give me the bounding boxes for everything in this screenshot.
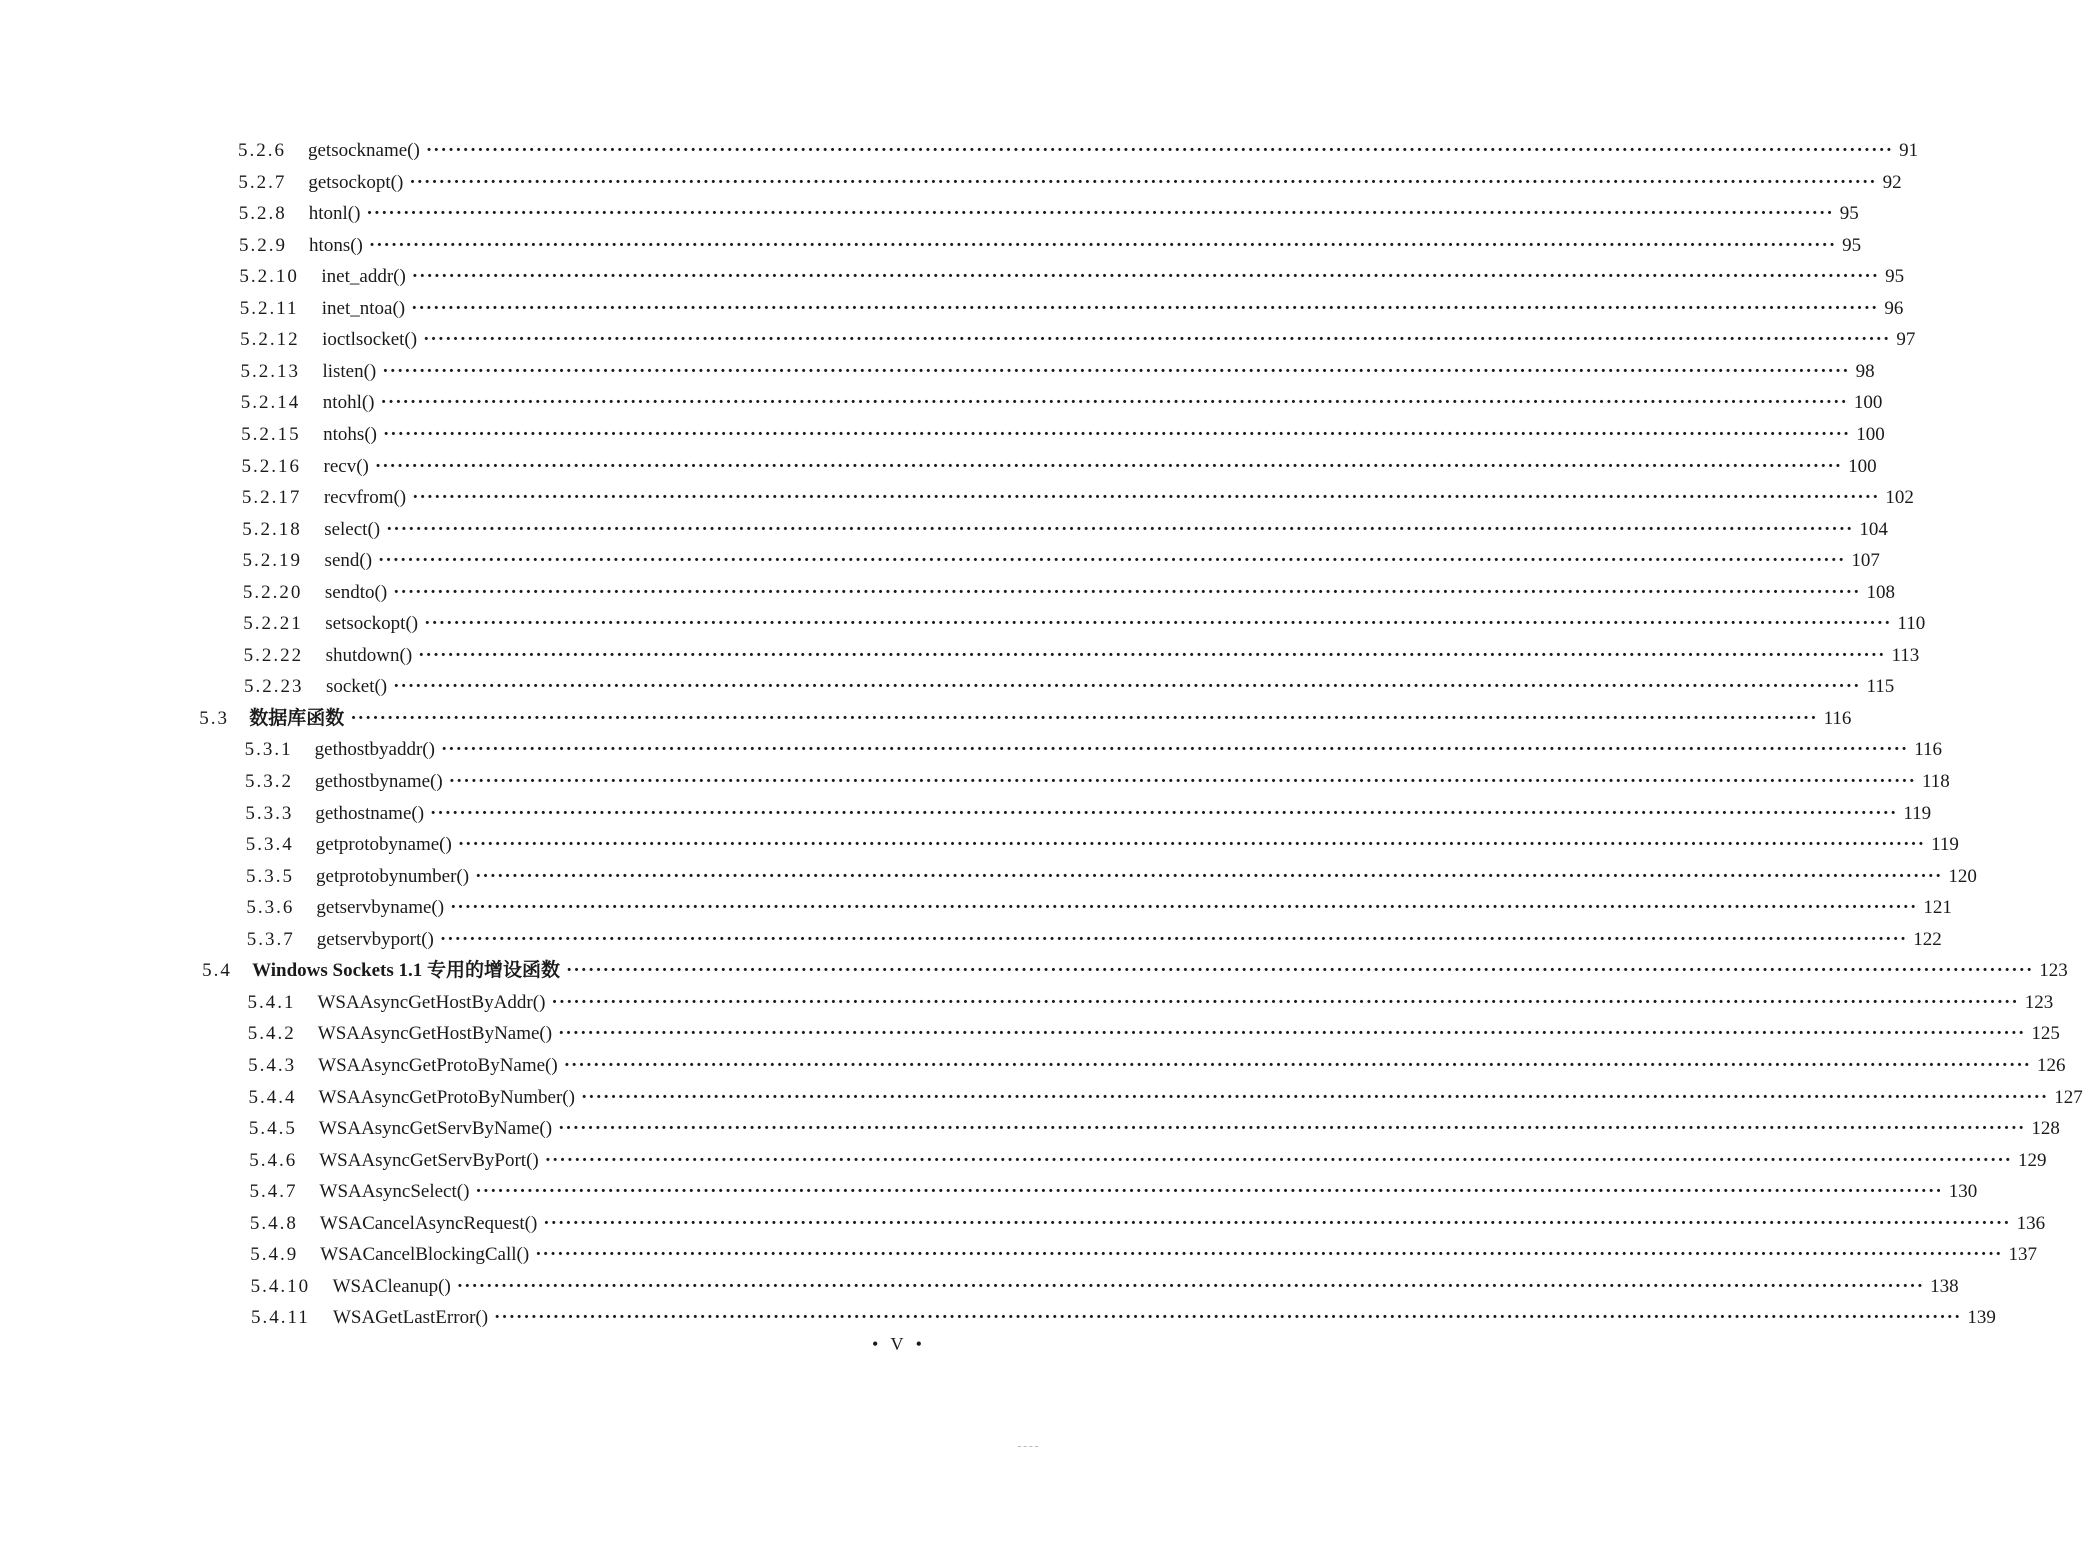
toc-entry — [238, 138, 1919, 164]
toc-entry — [238, 201, 1859, 227]
toc-page-number: 129 — [2018, 1149, 2047, 1171]
toc-entry — [243, 643, 1920, 669]
toc-number: 5.4.5 — [248, 1118, 297, 1140]
toc-number: 5.2.10 — [239, 266, 299, 288]
toc-number: 5.2.14 — [240, 392, 301, 414]
toc-title: recvfrom() — [323, 487, 407, 509]
toc-dot-leader: ········································································································································································································ — [543, 1212, 2011, 1234]
toc-page-number: 104 — [1859, 518, 1888, 540]
toc-page-number: 116 — [1823, 707, 1852, 729]
toc-page-number: 115 — [1866, 676, 1895, 698]
toc-number: 5.4.7 — [249, 1181, 298, 1203]
toc-number: 5.2.22 — [243, 644, 304, 666]
toc-dot-leader: ········································································································································································································ — [393, 676, 1861, 698]
toc-number: 5.3.4 — [245, 834, 294, 856]
toc-title: ioctlsocket() — [322, 329, 418, 351]
toc-number: 5.4.6 — [249, 1149, 298, 1171]
toc-dot-leader: ········································································································································································································ — [440, 739, 1909, 761]
toc-entry — [249, 1148, 2047, 1174]
toc-page-number: 138 — [1930, 1275, 1959, 1297]
toc-title: ntohs() — [323, 423, 377, 445]
toc-page-number: 122 — [1913, 928, 1942, 950]
toc-title: WSACancelAsyncRequest() — [319, 1212, 538, 1234]
toc-page-number: 96 — [1884, 297, 1904, 319]
toc-page-number: 125 — [2031, 1023, 2060, 1045]
toc-number: 5.3 — [199, 707, 230, 729]
toc-number: 5.2.19 — [242, 550, 303, 572]
toc-entry — [240, 359, 1875, 385]
toc-title: send() — [324, 550, 373, 572]
toc-entry — [248, 1053, 2066, 1079]
toc-page-number: 92 — [1882, 171, 1902, 193]
toc-entry — [241, 422, 1885, 448]
toc-number: 5.3.6 — [246, 897, 295, 919]
toc-entry — [242, 580, 1895, 606]
toc-dot-leader: ········································································································································································································ — [450, 897, 1918, 919]
toc-title: ntohl() — [322, 392, 375, 414]
toc-title: sendto() — [324, 581, 388, 603]
toc-title: WSAAsyncGetHostByName() — [317, 1023, 553, 1045]
toc-page-number: 119 — [1903, 802, 1932, 824]
toc-title: WSACancelBlockingCall() — [320, 1244, 530, 1266]
toc-entry — [239, 264, 1905, 290]
toc-entry — [239, 233, 1862, 259]
toc-number: 5.4.8 — [249, 1212, 298, 1234]
toc-dot-leader: ········································································································································································································ — [558, 1118, 2026, 1140]
page-number: • V • — [872, 1334, 926, 1354]
toc-page-number: 100 — [1848, 455, 1877, 477]
toc-title: htonl() — [308, 203, 361, 225]
toc-title: inet_addr() — [321, 266, 406, 288]
toc-page-number: 95 — [1839, 203, 1859, 225]
toc-number: 5.4.2 — [247, 1023, 296, 1045]
toc-page-number: 107 — [1851, 550, 1880, 572]
toc-dot-leader: ········································································································································································································ — [382, 423, 1851, 445]
toc-page-number: 139 — [1967, 1307, 1996, 1329]
toc-title: WSAAsyncSelect() — [319, 1181, 470, 1203]
toc-number: 5.4.10 — [250, 1275, 311, 1297]
toc-entry — [240, 390, 1883, 416]
toc-dot-leader: ········································································································································································································ — [551, 991, 2019, 1013]
toc-title: setsockopt() — [325, 613, 419, 635]
toc-title: getsockopt() — [308, 171, 404, 193]
toc-entry — [239, 296, 1904, 322]
toc-dot-leader: ········································································································································································································ — [382, 360, 1850, 382]
toc-entry — [240, 327, 1916, 353]
toc-title: WSAAsyncGetHostByAddr() — [317, 991, 546, 1013]
toc-dot-leader: ········································································································································································································ — [475, 865, 1943, 887]
toc-page-number: 136 — [2016, 1212, 2046, 1234]
toc-title: listen() — [322, 360, 377, 382]
toc-number: 5.2.15 — [241, 423, 301, 445]
toc-page-number: 123 — [2039, 960, 2068, 982]
toc-entry — [242, 548, 1880, 574]
toc-dot-leader: ········································································································································································································ — [409, 171, 1877, 193]
toc-number: 5.2.11 — [239, 297, 299, 319]
toc-dot-leader: ········································································································································································································ — [439, 928, 1908, 950]
toc-page-number: 130 — [1948, 1181, 1978, 1203]
toc-entry — [248, 1116, 2060, 1142]
toc-dot-leader: ········································································································································································································ — [535, 1244, 2003, 1266]
toc-number: 5.4.11 — [250, 1307, 310, 1329]
toc-page-number: 120 — [1948, 865, 1977, 887]
toc-page-number: 91 — [1899, 140, 1919, 161]
toc-page-number: 126 — [2037, 1054, 2066, 1076]
toc-title: getprotobyname() — [315, 834, 452, 856]
toc-dot-leader: ········································································································································································································ — [430, 802, 1898, 824]
toc-entry — [242, 517, 1888, 543]
toc-entry — [246, 895, 1952, 921]
toc-title: getprotobynumber() — [316, 865, 470, 887]
toc-dot-leader: ········································································································································································································ — [386, 518, 1854, 540]
toc-dot-leader: ········································································································································································································ — [374, 455, 1843, 477]
toc-dot-leader: ········································································································································································································ — [412, 487, 1880, 509]
toc-dot-leader: ········································································································································································································ — [411, 266, 1880, 288]
toc-page-number: 118 — [1921, 771, 1950, 792]
toc-page-number: 100 — [1856, 423, 1885, 445]
toc-page-number: 98 — [1855, 360, 1875, 382]
toc-dot-leader: ········································································································································································································ — [494, 1307, 1962, 1329]
toc-page-number: 100 — [1853, 392, 1883, 414]
toc-page-number: 113 — [1891, 644, 1920, 666]
toc-number: 5.2.7 — [238, 171, 287, 193]
toc-number: 5.4.3 — [248, 1054, 297, 1076]
toc-entry — [243, 611, 1926, 637]
toc-page-number: 128 — [2031, 1118, 2060, 1140]
toc-entry — [238, 170, 1902, 196]
toc-title: getservbyport() — [316, 928, 434, 950]
toc-number: 5.3.1 — [244, 739, 293, 761]
toc-entry — [245, 801, 1932, 827]
toc-title: WSACleanup() — [332, 1275, 451, 1297]
toc-number: 5.2.17 — [241, 487, 302, 509]
toc-number: 5.3.3 — [245, 802, 294, 824]
toc-page-number: 95 — [1842, 234, 1862, 256]
toc-entry — [241, 485, 1914, 511]
toc-title: shutdown() — [325, 644, 413, 666]
toc-title: WSAAsyncGetProtoByName() — [318, 1054, 558, 1076]
toc-dot-leader: ········································································································································································································ — [366, 203, 1834, 225]
toc-title: WSAAsyncGetServByName() — [318, 1118, 553, 1140]
toc-page-number: 121 — [1923, 897, 1952, 919]
toc-title: getsockname() — [308, 140, 420, 161]
toc-number: 5.2.9 — [239, 234, 288, 256]
toc-number: 5.3.7 — [246, 928, 295, 950]
toc-dot-leader: ········································································································································································································ — [368, 234, 1837, 256]
toc-title: gethostbyaddr() — [314, 739, 435, 761]
toc-title: WSAGetLastError() — [332, 1307, 489, 1329]
toc-dot-leader: ········································································································································································································ — [475, 1181, 1943, 1203]
toc-page-number: 110 — [1897, 613, 1926, 635]
toc-page-number: 127 — [2054, 1086, 2083, 1108]
toc-number: 5.4.1 — [247, 991, 296, 1013]
toc-entry — [241, 454, 1877, 480]
toc-title: Windows Sockets 1.1 专用的增设函数 — [252, 960, 560, 982]
toc-page-number: 137 — [2008, 1244, 2038, 1266]
toc-section — [199, 706, 1852, 732]
toc-dot-leader: ········································································································································································································ — [563, 1054, 2032, 1076]
toc-number: 5.2.8 — [238, 203, 287, 225]
toc-number: 5.2.20 — [242, 581, 303, 603]
toc-dot-leader: ········································································································································································································ — [544, 1149, 2013, 1171]
scan-mark — [1018, 1446, 1038, 1448]
toc-dot-leader: ········································································································································································································ — [424, 613, 1892, 635]
toc-title: getservbyname() — [316, 897, 445, 919]
toc-number: 5.4.4 — [248, 1086, 297, 1108]
toc-title: gethostbyname() — [315, 771, 443, 792]
toc-dot-leader: ········································································································································································································ — [393, 581, 1861, 603]
toc-number: 5.2.12 — [240, 329, 300, 351]
toc-title: socket() — [325, 676, 388, 698]
toc-dot-leader: ········································································································································································································ — [378, 550, 1846, 572]
toc-entry — [243, 674, 1895, 700]
toc-page-number: 116 — [1914, 739, 1943, 761]
toc-number: 5.2.6 — [238, 140, 286, 161]
toc-entry — [247, 990, 2054, 1016]
toc-title: select() — [324, 518, 381, 540]
toc-dot-leader: ········································································································································································································ — [380, 392, 1848, 414]
toc-entry — [250, 1274, 1959, 1300]
toc-entry — [244, 737, 1943, 763]
toc-entry — [246, 927, 1942, 953]
toc-number: 5.2.13 — [240, 360, 300, 382]
toc-page-number: 108 — [1866, 581, 1895, 603]
toc-page-number: 97 — [1896, 329, 1916, 351]
toc-dot-leader: ········································································································································································································ — [558, 1023, 2026, 1045]
toc-dot-leader: ········································································································································································································ — [457, 834, 1926, 856]
toc-dot-leader: ········································································································································································································ — [425, 140, 1894, 161]
toc-dot-leader: ········································································································································································································ — [580, 1086, 2049, 1108]
toc-number: 5.2.23 — [243, 676, 304, 698]
toc-number: 5.2.21 — [243, 613, 303, 635]
toc-number: 5.3.5 — [246, 865, 295, 887]
toc-entry — [250, 1242, 2038, 1268]
toc-entry — [246, 864, 1977, 890]
toc-title: recv() — [323, 455, 369, 477]
toc-page-number: 102 — [1885, 487, 1914, 509]
toc-entry — [249, 1179, 1978, 1205]
toc-title: WSAAsyncGetServByPort() — [319, 1149, 539, 1171]
toc-dot-leader: ········································································································································································································ — [350, 707, 1818, 729]
toc-section — [202, 958, 2068, 984]
toc-number: 5.2.16 — [241, 455, 301, 477]
toc-dot-leader: ········································································································································································································ — [456, 1275, 1925, 1297]
toc-number: 5.3.2 — [245, 771, 293, 792]
toc-dot-leader: ········································································································································································································ — [448, 771, 1916, 792]
toc-number: 5.4.9 — [250, 1244, 299, 1266]
toc-entry — [245, 832, 1959, 858]
toc-entry — [247, 1021, 2060, 1047]
toc-number: 5.4 — [202, 960, 232, 982]
toc-title: gethostname() — [315, 802, 425, 824]
toc-title: htons() — [309, 234, 363, 256]
toc-dot-leader: ········································································································································································································ — [418, 644, 1886, 666]
toc-title: inet_ntoa() — [321, 297, 406, 319]
toc-page-number: 119 — [1931, 834, 1959, 856]
toc-page-number: 123 — [2024, 991, 2054, 1013]
toc-title: WSAAsyncGetProtoByNumber() — [318, 1086, 575, 1108]
toc-dot-leader: ········································································································································································································ — [411, 297, 1879, 319]
toc-title: 数据库函数 — [249, 707, 345, 729]
toc-dot-leader: ········································································································································································································ — [566, 960, 2034, 982]
toc-dot-leader: ········································································································································································································ — [423, 329, 1891, 351]
toc-number: 5.2.18 — [242, 518, 302, 540]
toc-entry — [248, 1085, 2083, 1111]
toc-page-number: 95 — [1885, 266, 1905, 288]
toc-entry — [249, 1211, 2046, 1237]
toc-entry — [245, 769, 1950, 795]
toc-entry — [250, 1305, 1996, 1331]
